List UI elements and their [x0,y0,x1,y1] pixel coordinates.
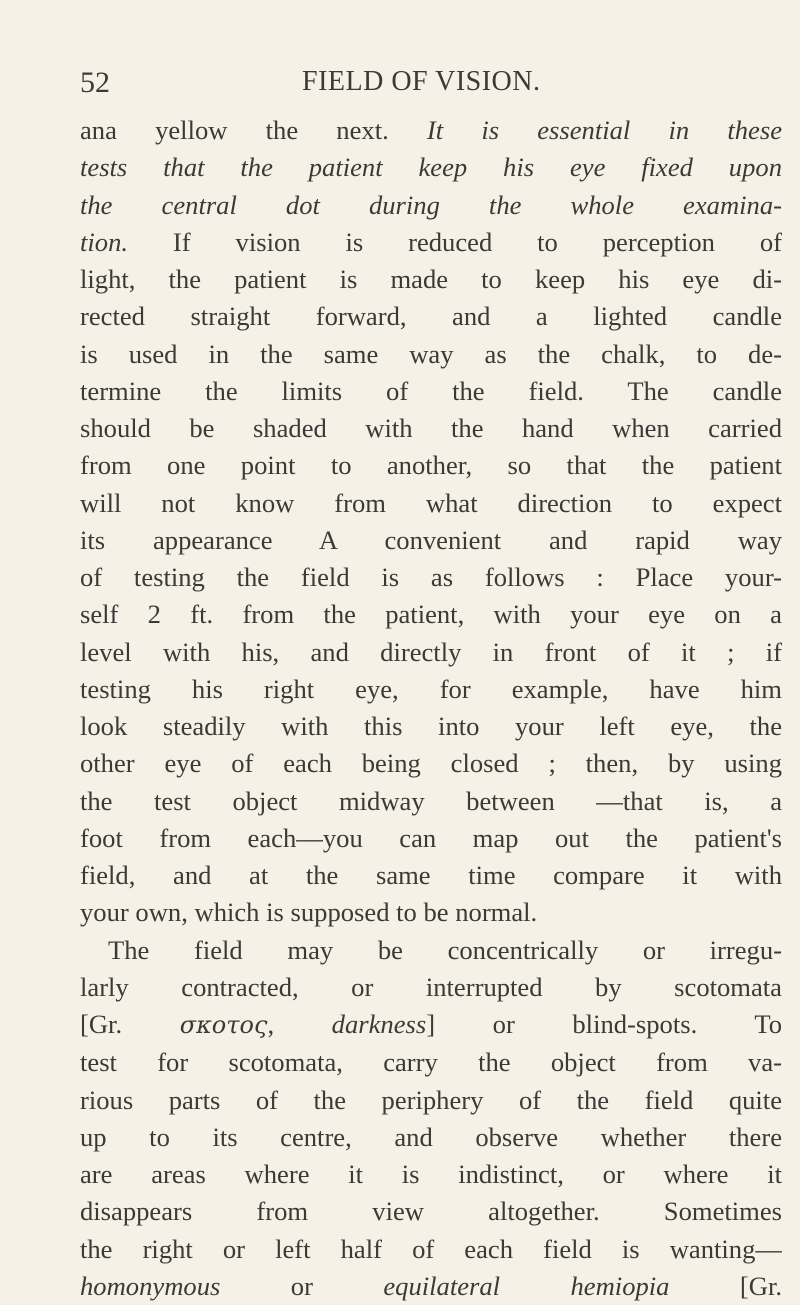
italic-text: It is essential in these [426,115,782,145]
text-line [80,1193,782,1230]
text-line [80,261,782,298]
text-segment: [Gr. [669,1270,782,1301]
text-segment: look steadily with this into your left eye, the [80,711,782,741]
text-segment: is used in the same way as the chalk, to de- [80,338,782,369]
text-segment: your own, which is supposed to be normal. [80,897,538,928]
text-line [80,745,782,782]
italic-text: darkness [331,1009,427,1039]
text-segment: The field may be concentrically or irregu- [108,934,782,965]
text-segment: from one point to another, so that the patient [80,450,782,481]
text-line [80,187,782,224]
text-line [80,894,782,931]
text-line [80,820,782,857]
text-segment: test for scotomata, carry the object from va- [80,1047,782,1078]
italic-text: homonymous [80,1270,221,1301]
text-segment: level with his, and directly in front of it ; if [80,636,782,667]
text-segment: larly contracted, or interrupted by scotomata [80,971,782,1002]
text-line [80,932,782,969]
text-line [80,596,782,633]
text-line [80,447,782,484]
text-segment: [Gr. [80,1009,180,1039]
text-segment: testing his right eye, for example, have him [80,673,782,704]
text-segment: , [267,1009,332,1039]
text-segment: or [220,1270,384,1301]
body-text [80,112,782,1305]
text-line [80,298,782,335]
text-segment: disappears from view altogether. Sometimes [80,1196,782,1227]
text-segment: self 2 ft. from the patient, with your eye on a [80,599,782,630]
text-line [80,969,782,1006]
text-segment: If vision is reduced to perception of [128,226,782,257]
italic-text: tion. [80,226,129,257]
text-segment: other eye of each being closed ; then, by using [80,748,782,779]
italic-text: tests that the patient keep his eye fixed upon [80,152,782,183]
text-line [80,671,782,708]
text-line [80,336,782,373]
text-line [80,1119,782,1156]
text-line [80,1006,782,1044]
text-segment: of testing the field is as follows : Place your- [80,562,782,592]
text-line [80,149,782,186]
running-head: FIELD OF VISION. [302,66,541,97]
text-segment: the test object midway between —that is, a [80,785,782,816]
italic-text: the central dot during the whole examina- [80,189,782,220]
text-line [80,559,782,596]
text-segment: ] or blind-spots. To [426,1009,782,1039]
text-line [80,112,782,149]
text-segment: should be shaded with the hand when carried [80,413,782,443]
text-line [80,783,782,820]
text-segment: will not know from what direction to expect [80,487,782,518]
text-segment: ana yellow the next. [80,115,427,145]
text-segment: its appearance A convenient and rapid way [80,524,782,555]
text-line [80,857,782,894]
text-segment: foot from each—you can map out the patient's [80,822,782,853]
text-line [80,1268,782,1305]
greek-text: σκοτος [179,1011,268,1039]
text-segment: up to its centre, and observe whether there [80,1121,782,1152]
text-line [80,708,782,745]
page-number: 52 [80,66,110,99]
text-line [80,634,782,671]
text-line [80,522,782,559]
text-segment: termine the limits of the field. The candle [80,375,782,406]
text-line [80,410,782,447]
italic-text: equilateral hemiopia [383,1270,670,1301]
text-segment: rected straight forward, and a lighted candle [80,301,782,332]
text-segment: light, the patient is made to keep his eye di- [80,264,782,294]
page-header [80,66,720,106]
text-line [80,1082,782,1119]
text-line [80,224,782,261]
text-segment: field, and at the same time compare it with [80,860,782,890]
text-line [80,373,782,410]
text-segment: the right or left half of each field is wanting— [80,1233,782,1264]
text-line [80,1231,782,1268]
text-line [80,485,782,522]
text-segment: rious parts of the periphery of the field quite [80,1084,782,1115]
text-line [80,1156,782,1193]
text-segment: are areas where it is indistinct, or where it [80,1159,782,1189]
text-line [80,1044,782,1081]
